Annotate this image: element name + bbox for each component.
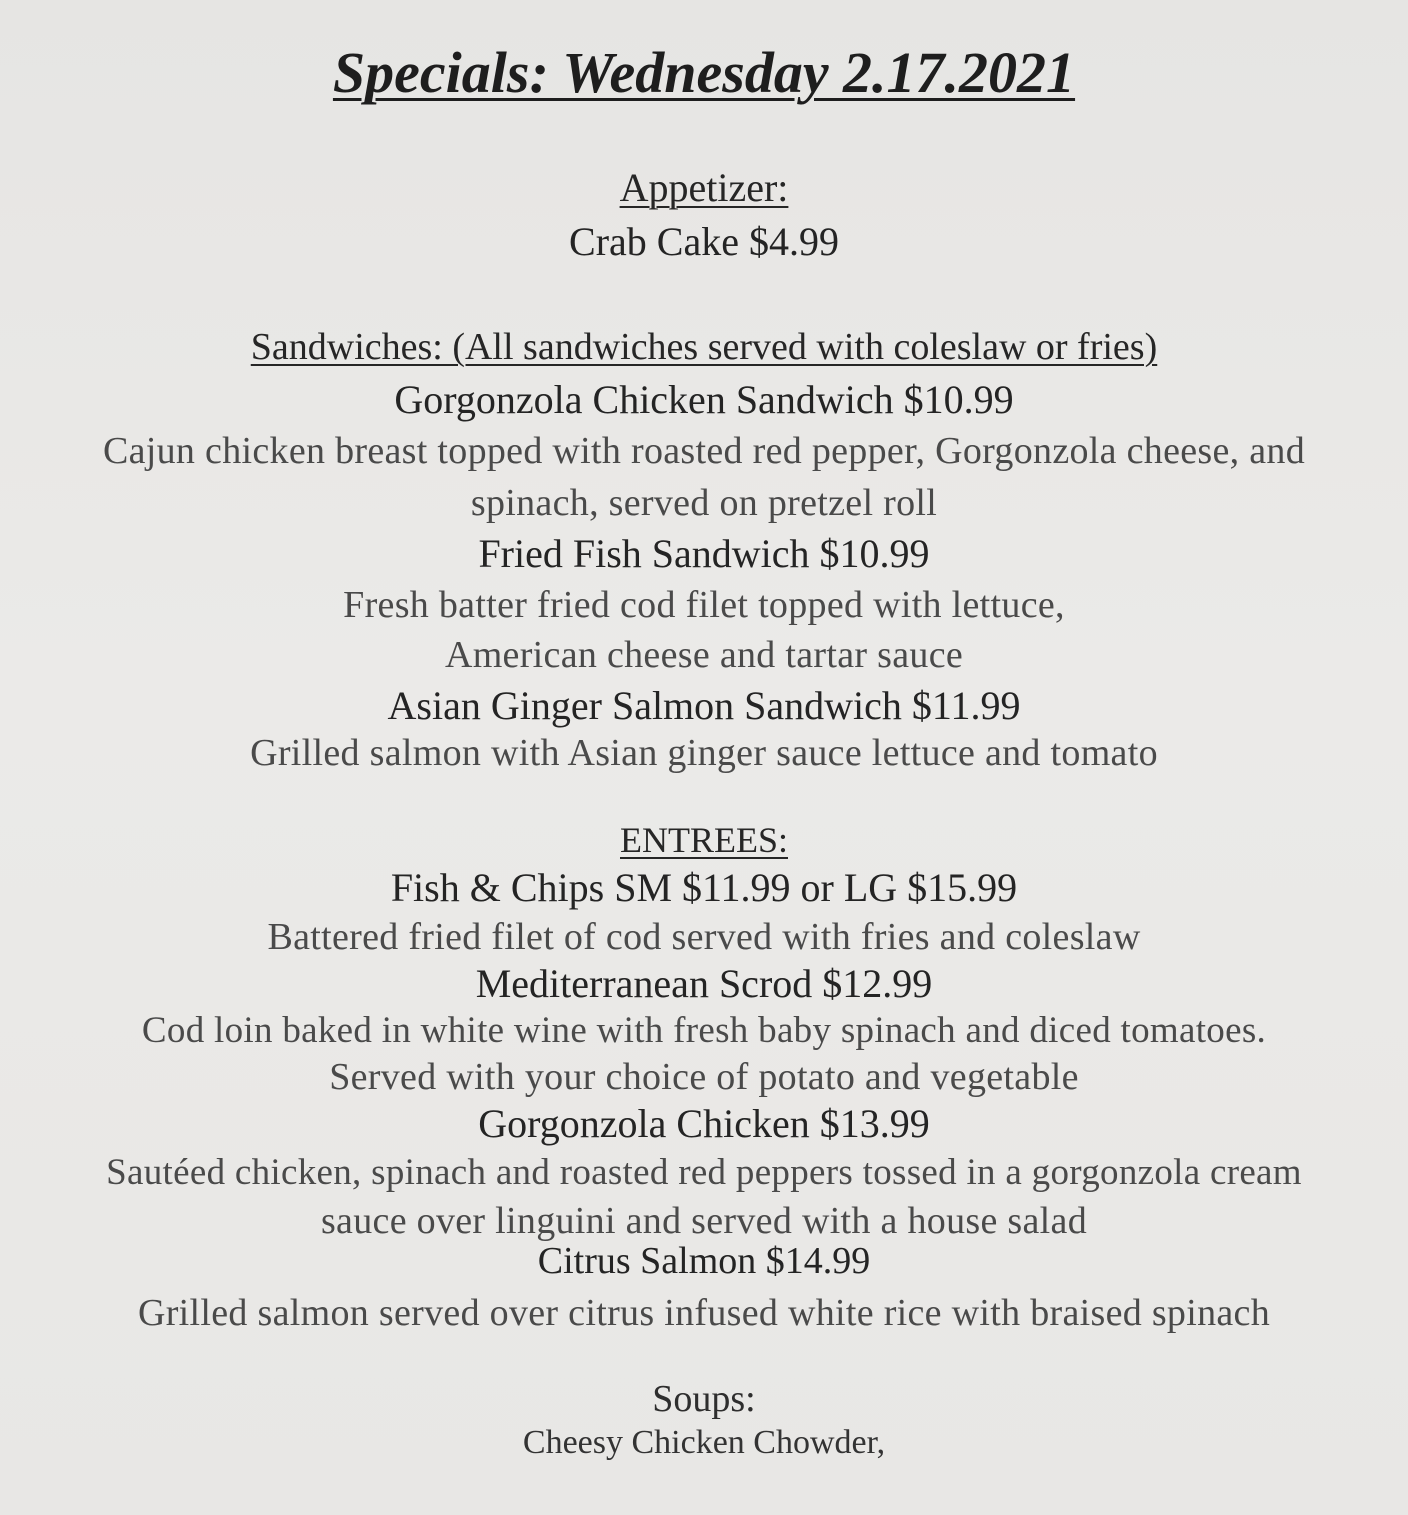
entree-item-description: Served with your choice of potato and vegetable	[329, 1056, 1079, 1098]
sandwich-item-description: Cajun chicken breast topped with roasted red pepper, Gorgonzola cheese, and	[102, 430, 1306, 472]
sandwich-item-name: Fried Fish Sandwich $10.99	[478, 531, 930, 576]
sandwich-item-description: Grilled salmon with Asian ginger sauce lettuce and tomato	[250, 732, 1158, 774]
sandwich-item-description: American cheese and tartar sauce	[444, 634, 964, 676]
sandwich-item-description: Fresh batter fried cod filet topped with lettuce,	[343, 584, 1065, 626]
sandwich-item-name: Asian Ginger Salmon Sandwich $11.99	[387, 683, 1021, 728]
entree-item-name: Citrus Salmon $14.99	[537, 1240, 871, 1282]
entree-item-name: Mediterranean Scrod $12.99	[475, 961, 933, 1006]
entree-item-description: Sautéed chicken, spinach and roasted red peppers tossed in a gorgonzola cream	[106, 1152, 1302, 1193]
sandwiches-heading: Sandwiches: (All sandwiches served with coleslaw or fries)	[250, 326, 1158, 368]
soup-item: Cheesy Chicken Chowder,	[522, 1424, 886, 1461]
entree-item-name: Gorgonzola Chicken $13.99	[478, 1101, 930, 1146]
entree-item-description: Grilled salmon served over citrus infused white rice with braised spinach	[137, 1292, 1271, 1334]
appetizer-heading: Appetizer:	[619, 165, 789, 210]
entree-item-description: Battered fried filet of cod served with fries and coleslaw	[267, 916, 1141, 958]
page-title: Specials: Wednesday 2.17.2021	[332, 40, 1076, 105]
entree-item-description: Cod loin baked in white wine with fresh baby spinach and diced tomatoes.	[141, 1010, 1267, 1051]
soups-heading: Soups:	[652, 1378, 756, 1420]
entrees-heading: ENTREES:	[620, 820, 788, 860]
appetizer-item-crab-cake: Crab Cake $4.99	[569, 219, 839, 264]
sandwich-item-name: Gorgonzola Chicken Sandwich $10.99	[394, 377, 1014, 422]
entree-item-name: Fish & Chips SM $11.99 or LG $15.99	[390, 865, 1018, 910]
entree-item-description: sauce over linguini and served with a house salad	[320, 1200, 1088, 1242]
sandwich-item-description: spinach, served on pretzel roll	[470, 482, 938, 524]
